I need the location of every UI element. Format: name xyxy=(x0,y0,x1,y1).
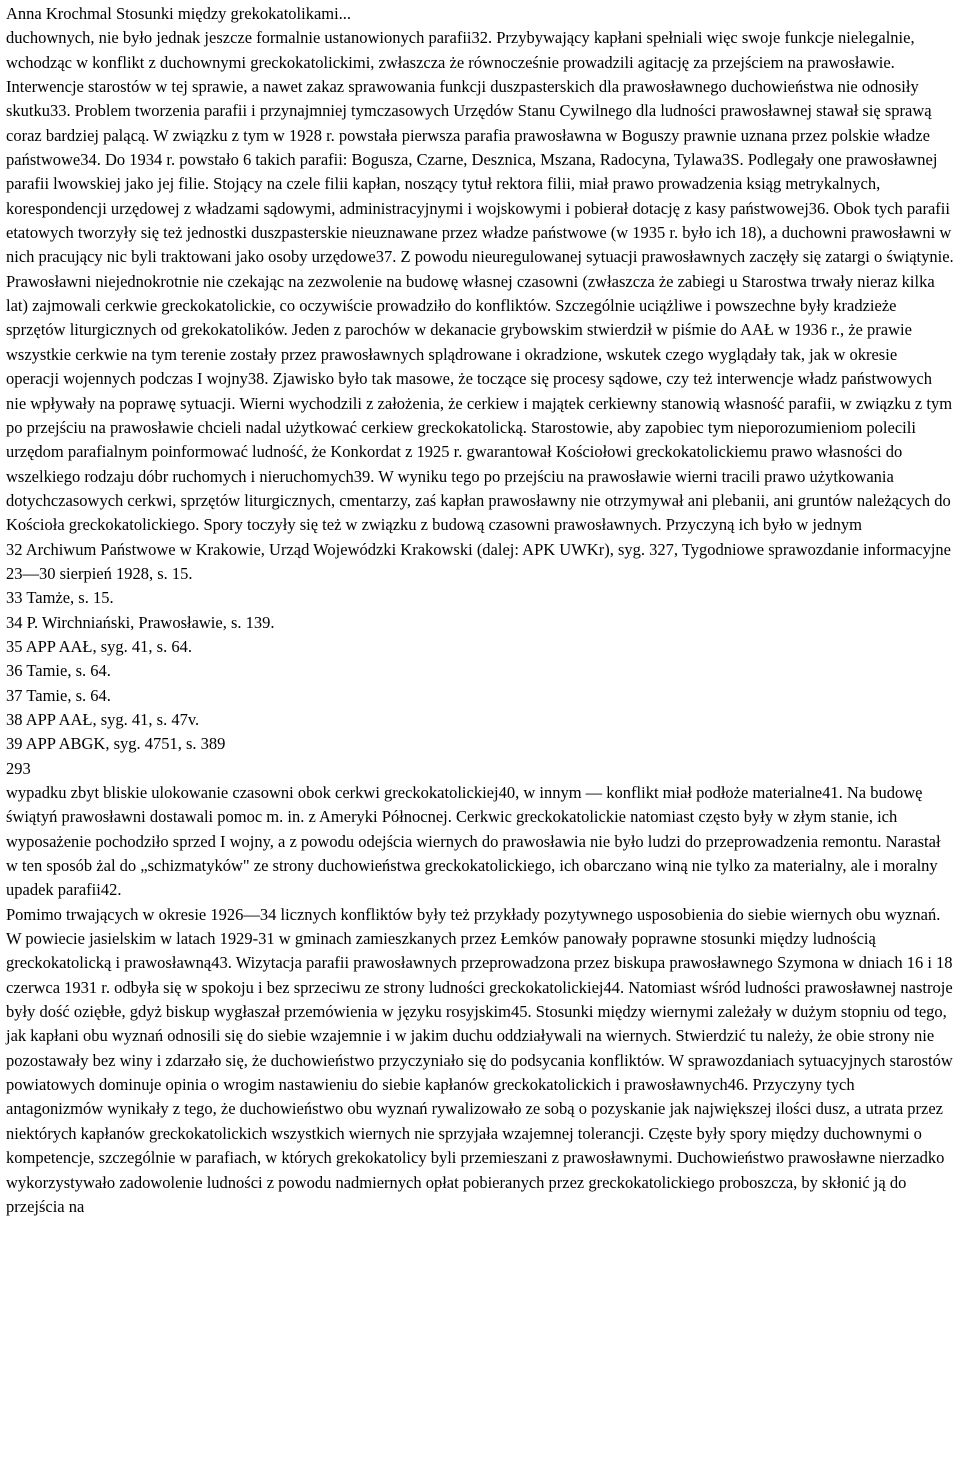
footnote-37: 37 Tamie, s. 64. xyxy=(6,685,111,705)
body-paragraph-3: Pomimo trwających w okresie 1926—34 licznych konfliktów były też przykłady pozytywnego usposobienia do siebie wiernych obu wyznań. W powiecie jasielskim w latach 1929-31 w gminach zamieszkanych przez Łemków panowały poprawne stosunki między ludnością greckokatolicką i prawosławną43. Wizytacja parafii prawosławnych przeprowadzona przez biskupa prawosławnego Szymona w dniach 16 i 18 czerwca 1931 r. odbyła się w spokoju i bez sprzeciwu ze strony ludności greckokatolickiej44. Natomiast wśród ludności prawosławnej nastroje były dość oziębłe, gdyż biskup wygłaszał przemówienia w języku rosyjskim45. Stosunki między wiernymi zależały w dużym stopniu od tego, jak kapłani obu wyznań odnosili się do siebie wzajemnie i w jakim duchu oddziaływali na wiernych. Stwierdzić tu należy, że obie strony nie pozostawały bez winy i zdarzało się, że duchowieństwo przyczyniało się do podsycania konfliktów. W sprawozdaniach sytuacyjnych starostów powiatowych dominuje opinia o wrogim nastawieniu do siebie kapłanów greckokatolickich i prawosławnych46. Przyczyny tych antagonizmów wynikały z tego, że duchowieństwo obu wyznań rywalizowało ze sobą o pozyskanie jak największej ilości dusz, a utrata przez niektórych kapłanów greckokatolickich wszystkich wiernych nie sprzyjała wzajemnej tolerancji. Częste były spory między duchownymi o kompetencje, szczególnie w parafiach, w których grekokatolicy byli przemieszani z prawosławnymi. Duchowieństwo prawosławne nierzadko wykorzystywało zadowolenie ludności z powodu nadmiernych opłat pobieranych przez greckokatolickiego proboszcza, by skłonić ją do przejścia na xyxy=(6,904,953,1216)
footnote-38: 38 APP AAŁ, syg. 41, s. 47v. xyxy=(6,709,200,729)
running-header: Anna Krochmal Stosunki między grekokatolikami... xyxy=(6,4,352,23)
body-paragraph-2: wypadku zbyt bliskie ulokowanie czasowni obok cerkwi greckokatolickiej40, w innym — konflikt miał podłoże materialne41. Na budowę świątyń prawosławni dostawali pomoc m. in. z Ameryki Północnej. Cerkwic greckokatolickie natomiast często były w złym stanie, ich wyposażenie pochodziło sprzed I wojny, a z powodu odejścia wiernych do prawosławia nie było ludzi do przeprowadzenia remontu. Narastał w ten sposób żal do „schizmatyków" ze strony duchowieństwa greckokatolickiego, ich obarczano winą nie tylko za materialny, ale i moralny upadek parafii42. xyxy=(6,783,941,900)
page-number: 293 xyxy=(6,758,31,778)
footnote-36: 36 Tamie, s. 64. xyxy=(6,661,111,681)
footnote-34: 34 P. Wirchniański, Prawosławie, s. 139. xyxy=(6,612,275,632)
footnotes xyxy=(6,538,954,757)
footnote-33: 33 Tamże, s. 15. xyxy=(6,588,114,608)
footnote-39: 39 APP ABGK, syg. 4751, s. 389 xyxy=(6,734,226,754)
body-paragraph-1: duchownych, nie było jednak jeszcze formalnie ustanowionych parafii32. Przybywający kapłani spełniali więc swoje funkcje nielegalnie, wchodząc w konflikt z duchownymi greckokatolickimi, zwłaszcza że równocześnie prowadzili agitację za przejściem na prawosławie. Interwencje starostów w tej sprawie, a nawet zakaz sprawowania funkcji duszpasterskich dla prawosławnego duchowieństwa nie odnosiły skutku33. Problem tworzenia parafii i przynajmniej tymczasowych Urzędów Stanu Cywilnego dla ludności prawosławnej stawał się sprawą coraz bardziej palącą. W związku z tym w 1928 r. powstała pierwsza parafia prawosławna w Boguszy prawnie uznana przez polskie władze państwowe34. Do 1934 r. powstało 6 takich parafii: Bogusza, Czarne, Desznica, Mszana, Radocyna, Tylawa3S. Podlegały one prawosławnej parafii lwowskiej jako jej filie. Stojący na czele filii kapłan, noszący tytuł rektora filii, miał prawo prowadzenia ksiąg metrykalnych, korespondencji urzędowej z władzami sądowymi, administracyjnymi i wojskowymi i pobierał dotację z kasy państwowej36. Obok tych parafii etatowych tworzyły się też jednostki duszpasterskie nieuznawane przez władze państwowe (w 1935 r. było ich 18), a duchowni prawosławni w nich pracujący nic byli traktowani jako osoby urzędowe37. Z powodu nieuregulowanej sytuacji prawosławnych zaczęły się zatargi o świątynie. Prawosławni niejednokrotnie nie czekając na zezwolenie na budowę własnej czasowni (zwłaszcza że zabiegi u Starostwa trwały nieraz kilka lat) zajmowali cerkwie greckokatolickie, co oczywiście prowadziło do konfliktów. Szczególnie uciążliwe i powszechne były kradzieże sprzętów liturgicznych od grekokatolików. Jeden z parochów w dekanacie grybowskim stwierdził w piśmie do AAŁ w 1936 r., że prawie wszystkie cerkwie na tym terenie zostały przez prawosławnych splądrowane i okradzione, wskutek czego wyglądały tak, jak w okresie operacji wojennych podczas I wojny38. Zjawisko było tak masowe, że toczące się procesy sądowe, czy też interwencje władz państwowych nie wpływały na poprawę sytuacji. Wierni wychodzili z założenia, że cerkiew i majątek cerkiewny stanowią własność parafii, w związku z tym po przejściu na prawosławie chcieli nadal użytkować cerkiew greckokatolicką. Starostowie, aby zapobiec tym nieporozumieniom polecili urzędom parafialnym poinformować ludność, że Konkordat z 1925 r. gwarantował Kościołowi greckokatolickiemu prawo własności do wszelkiego rodzaju dóbr ruchomych i nieruchomych39. W wyniku tego po przejściu na prawosławie wierni tracili prawo użytkowania dotychczasowych cerkwi, sprzętów liturgicznych, cmentarzy, zaś kapłan prawosławny nie otrzymywał ani plebanii, ani gruntów należących do Kościoła greckokatolickiego. Spory toczyły się też w związku z budową czasowni prawosławnych. Przyczyną ich było w jednym xyxy=(6,28,954,535)
footnote-32: 32 Archiwum Państwowe w Krakowie, Urząd Wojewódzki Krakowski (dalej: APK UWKr), syg. 327, Tygodniowe sprawozdanie informacyjne 23—30 sierpień 1928, s. 15. xyxy=(6,539,951,583)
footnote-35: 35 APP AAŁ, syg. 41, s. 64. xyxy=(6,636,192,656)
